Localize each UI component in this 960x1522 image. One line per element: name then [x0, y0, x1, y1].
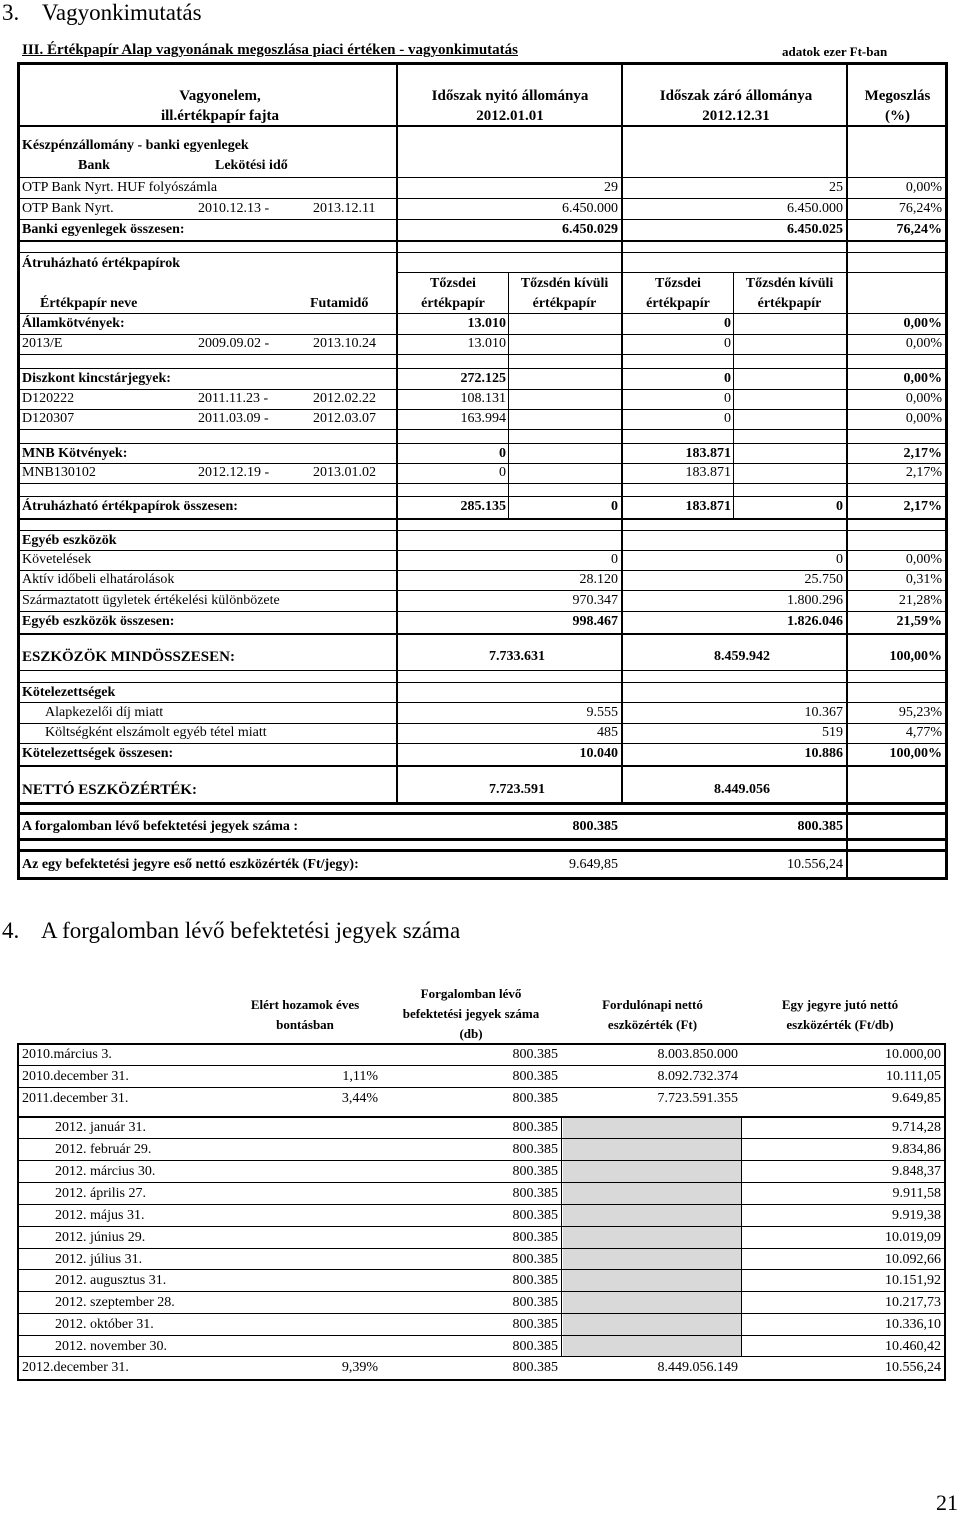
units-cell-units: 800.385 [512, 1120, 558, 1135]
units-cell-per: 10.336,10 [885, 1317, 941, 1332]
securities-title: Átruházható értékpapírok [22, 256, 181, 271]
cash-row-1: OTP Bank Nyrt. HUF folyószámla [22, 180, 218, 195]
assets-grand-total: ESZKÖZÖK MINDÖSSZESEN: [22, 649, 235, 665]
units-cell-per: 10.000,00 [885, 1047, 941, 1062]
col-header-1a: Vagyonelem, [179, 88, 261, 104]
units-cell-date: 2010.december 31. [22, 1069, 129, 1084]
units-cell-units: 800.385 [512, 1252, 558, 1267]
units-cell-yield: 3,44% [341, 1091, 378, 1106]
units-cell-units: 800.385 [512, 1339, 558, 1354]
units-cell-per: 10.092,66 [885, 1252, 941, 1267]
page-number: 21 [936, 1490, 958, 1515]
units-cell-per: 10.111,05 [886, 1069, 941, 1084]
cash-title: Készpénzállomány - banki egyenlegek [22, 138, 249, 153]
units-cell-per: 9.919,38 [892, 1208, 941, 1223]
units-cell-date: 2012. április 27. [55, 1186, 146, 1201]
units-cell-date: 2012. május 31. [55, 1208, 145, 1223]
col-header-2a: Időszak nyitó állománya [431, 88, 589, 104]
units-cell-units: 800.385 [512, 1295, 558, 1310]
maturity-label: Futamidő [310, 296, 369, 311]
net-asset-value: NETTÓ ESZKÖZÉRTÉK: [22, 782, 197, 798]
col-header-4a: Megoszlás [864, 88, 931, 104]
units-cell-date: 2012. július 31. [55, 1252, 143, 1267]
section-3-heading: 3. Vagyonkimutatás [2, 0, 202, 25]
liabilities-total: Kötelezettségek összesen: [22, 746, 174, 761]
units-cell-date: 2010.március 3. [22, 1047, 112, 1062]
unit-note: adatok ezer Ft-ban [782, 44, 888, 59]
units-cell-yield: 1,11% [342, 1069, 378, 1084]
securities-total: Átruházható értékpapírok összesen: [22, 499, 238, 514]
units-cell-units: 800.385 [512, 1142, 558, 1157]
other-assets-total: Egyéb eszközök összesen: [22, 614, 175, 629]
table-title: III. Értékpapír Alap vagyonának megoszlása piaci értéken - vagyonkimutatás [22, 42, 519, 58]
units-cell-units: 800.385 [512, 1164, 558, 1179]
units-cell-nav: 7.723.591.355 [657, 1091, 738, 1106]
units-cell-nav: 8.092.732.374 [657, 1069, 738, 1084]
units-cell-units: 800.385 [512, 1360, 558, 1375]
units-cell-per: 9.911,58 [892, 1186, 941, 1201]
units-cell-per: 9.834,86 [892, 1142, 941, 1157]
col-header-3b: 2012.12.31 [702, 108, 770, 124]
units-in-circulation: A forgalomban lévő befektetési jegyek száma : [22, 819, 299, 834]
units-cell-nav: 8.449.056.149 [657, 1360, 738, 1375]
mnb-bonds: MNB Kötvények: [22, 446, 128, 461]
units-cell-units: 800.385 [512, 1091, 558, 1106]
units-cell-date: 2012. január 31. [55, 1120, 146, 1135]
cash-total: Banki egyenlegek összesen: [22, 222, 185, 237]
units-cell-units: 800.385 [512, 1230, 558, 1245]
units-cell-nav: 8.003.850.000 [657, 1047, 738, 1062]
nav-per-unit: Az egy befektetési jegyre eső nettó eszközérték (Ft/jegy): [22, 857, 359, 872]
units-cell-date: 2012. november 30. [55, 1339, 167, 1354]
units-cell-per: 10.556,24 [885, 1360, 941, 1375]
units-cell-date: 2012.december 31. [22, 1360, 129, 1375]
col-header-3a: Időszak záró állománya [659, 88, 813, 104]
units-cell-units: 800.385 [512, 1186, 558, 1201]
units-cell-yield: 9,39% [341, 1360, 378, 1375]
units-cell-per: 9.848,37 [892, 1164, 941, 1179]
security-name-label: Értékpapír neve [40, 296, 138, 311]
bank-label: Bank [78, 158, 110, 173]
discount-bills: Diszkont kincstárjegyek: [22, 371, 171, 386]
units-cell-per: 9.714,28 [892, 1120, 941, 1135]
gov-bonds: Államkötvények: [22, 316, 125, 331]
liabilities-title: Kötelezettségek [22, 685, 116, 700]
units-cell-date: 2011.december 31. [22, 1091, 129, 1106]
other-assets-title: Egyéb eszközök [22, 533, 117, 548]
units-cell-date: 2012. szeptember 28. [55, 1295, 175, 1310]
units-cell-units: 800.385 [512, 1069, 558, 1084]
units-cell-date: 2012. október 31. [55, 1317, 154, 1332]
lock-label: Lekötési idő [215, 158, 288, 173]
units-cell-per: 10.460,42 [885, 1339, 941, 1354]
cash-row-2: OTP Bank Nyrt. [22, 201, 114, 216]
col-header-1b: ill.értékpapír fajta [160, 108, 280, 124]
col-header-4b: (%) [885, 108, 910, 124]
units-cell-units: 800.385 [512, 1273, 558, 1288]
units-cell-per: 10.217,73 [885, 1295, 941, 1310]
units-cell-per: 10.151,92 [885, 1273, 941, 1288]
units-cell-date: 2012. június 29. [55, 1230, 146, 1245]
units-cell-date: 2012. március 30. [55, 1164, 156, 1179]
col-header-2b: 2012.01.01 [476, 108, 544, 124]
units-cell-units: 800.385 [512, 1208, 558, 1223]
units-cell-date: 2012. augusztus 31. [55, 1273, 167, 1288]
units-cell-per: 9.649,85 [892, 1091, 941, 1106]
units-cell-per: 10.019,09 [885, 1230, 941, 1245]
section-4-heading: 4. A forgalomban lévő befektetési jegyek száma [2, 918, 461, 943]
units-cell-units: 800.385 [512, 1047, 558, 1062]
units-cell-units: 800.385 [512, 1317, 558, 1332]
units-cell-date: 2012. február 29. [55, 1142, 152, 1157]
